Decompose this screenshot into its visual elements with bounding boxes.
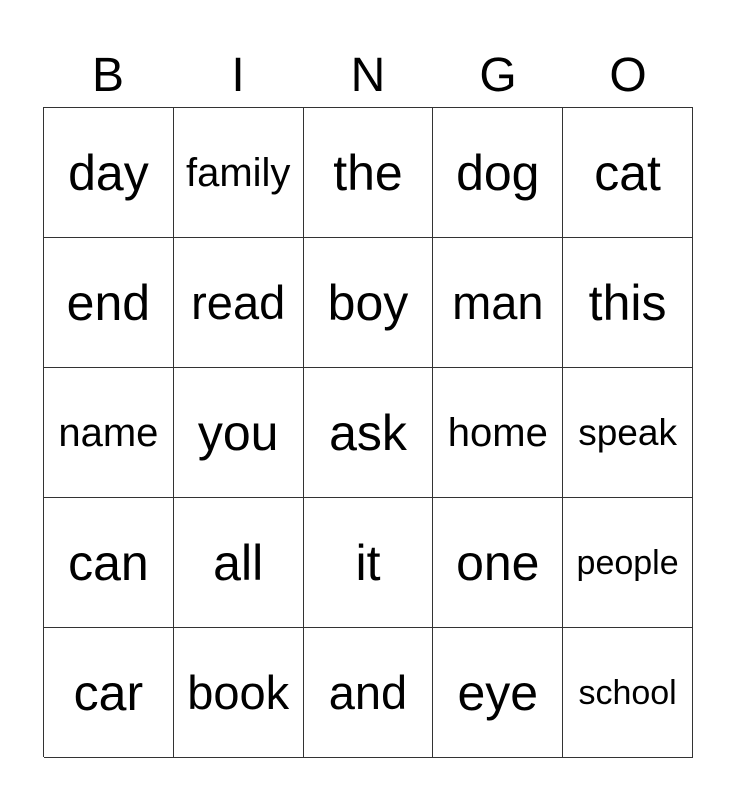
bingo-row [44, 238, 693, 368]
cell-word: eye [457, 664, 539, 721]
cell-word: speak [578, 412, 677, 453]
header-letter-b: B [91, 49, 124, 102]
cell-word: read [191, 276, 286, 329]
cell-word: one [456, 534, 540, 591]
bingo-cell[interactable] [433, 108, 563, 238]
bingo-cell[interactable] [174, 108, 304, 238]
bingo-grid [43, 107, 693, 757]
bingo-row [44, 368, 693, 498]
bingo-cell[interactable] [304, 368, 434, 498]
bingo-cell[interactable] [44, 108, 174, 238]
bingo-row [44, 498, 693, 628]
bingo-cell[interactable] [304, 628, 434, 758]
bingo-cell[interactable] [174, 628, 304, 758]
cell-word: cat [594, 144, 661, 201]
cell-word: boy [327, 274, 409, 331]
cell-word: you [197, 404, 279, 461]
header-letter-i: I [231, 49, 245, 102]
bingo-cell[interactable] [304, 498, 434, 628]
cell-word: home [447, 410, 548, 455]
bingo-cell[interactable] [433, 368, 563, 498]
bingo-header [43, 46, 693, 106]
bingo-cell[interactable] [44, 368, 174, 498]
cell-word: name [58, 410, 159, 455]
bingo-cell[interactable] [433, 238, 563, 368]
cell-word: day [68, 144, 149, 201]
bingo-cell[interactable] [563, 238, 693, 368]
bingo-cell[interactable] [44, 498, 174, 628]
cell-word: it [355, 534, 381, 591]
bingo-cell[interactable] [563, 368, 693, 498]
header-letter-n: N [350, 49, 386, 102]
bingo-cell[interactable] [174, 368, 304, 498]
cell-word: the [333, 144, 403, 201]
bingo-cell[interactable] [563, 628, 693, 758]
bingo-cell[interactable] [433, 498, 563, 628]
cell-word: family [185, 150, 291, 195]
bingo-cell[interactable] [174, 498, 304, 628]
cell-word: dog [456, 144, 540, 201]
cell-word: and [328, 666, 408, 719]
cell-word: man [452, 276, 544, 329]
bingo-cell[interactable] [304, 108, 434, 238]
cell-word: people [576, 543, 679, 582]
cell-word: this [588, 274, 667, 331]
bingo-cell[interactable] [304, 238, 434, 368]
cell-word: ask [329, 404, 407, 461]
bingo-row [44, 628, 693, 758]
bingo-cell[interactable] [174, 238, 304, 368]
bingo-cell[interactable] [44, 238, 174, 368]
header-letter-o: O [609, 49, 647, 102]
cell-word: all [213, 534, 264, 591]
header-letter-g: G [479, 49, 517, 102]
bingo-cell[interactable] [563, 498, 693, 628]
cell-word: end [66, 274, 151, 331]
cell-word: car [73, 664, 144, 721]
cell-word: book [187, 666, 290, 719]
bingo-cell[interactable] [44, 628, 174, 758]
bingo-cell[interactable] [563, 108, 693, 238]
cell-word: school [578, 673, 677, 712]
bingo-cell[interactable] [433, 628, 563, 758]
bingo-row [44, 108, 693, 238]
cell-word: can [68, 534, 149, 591]
